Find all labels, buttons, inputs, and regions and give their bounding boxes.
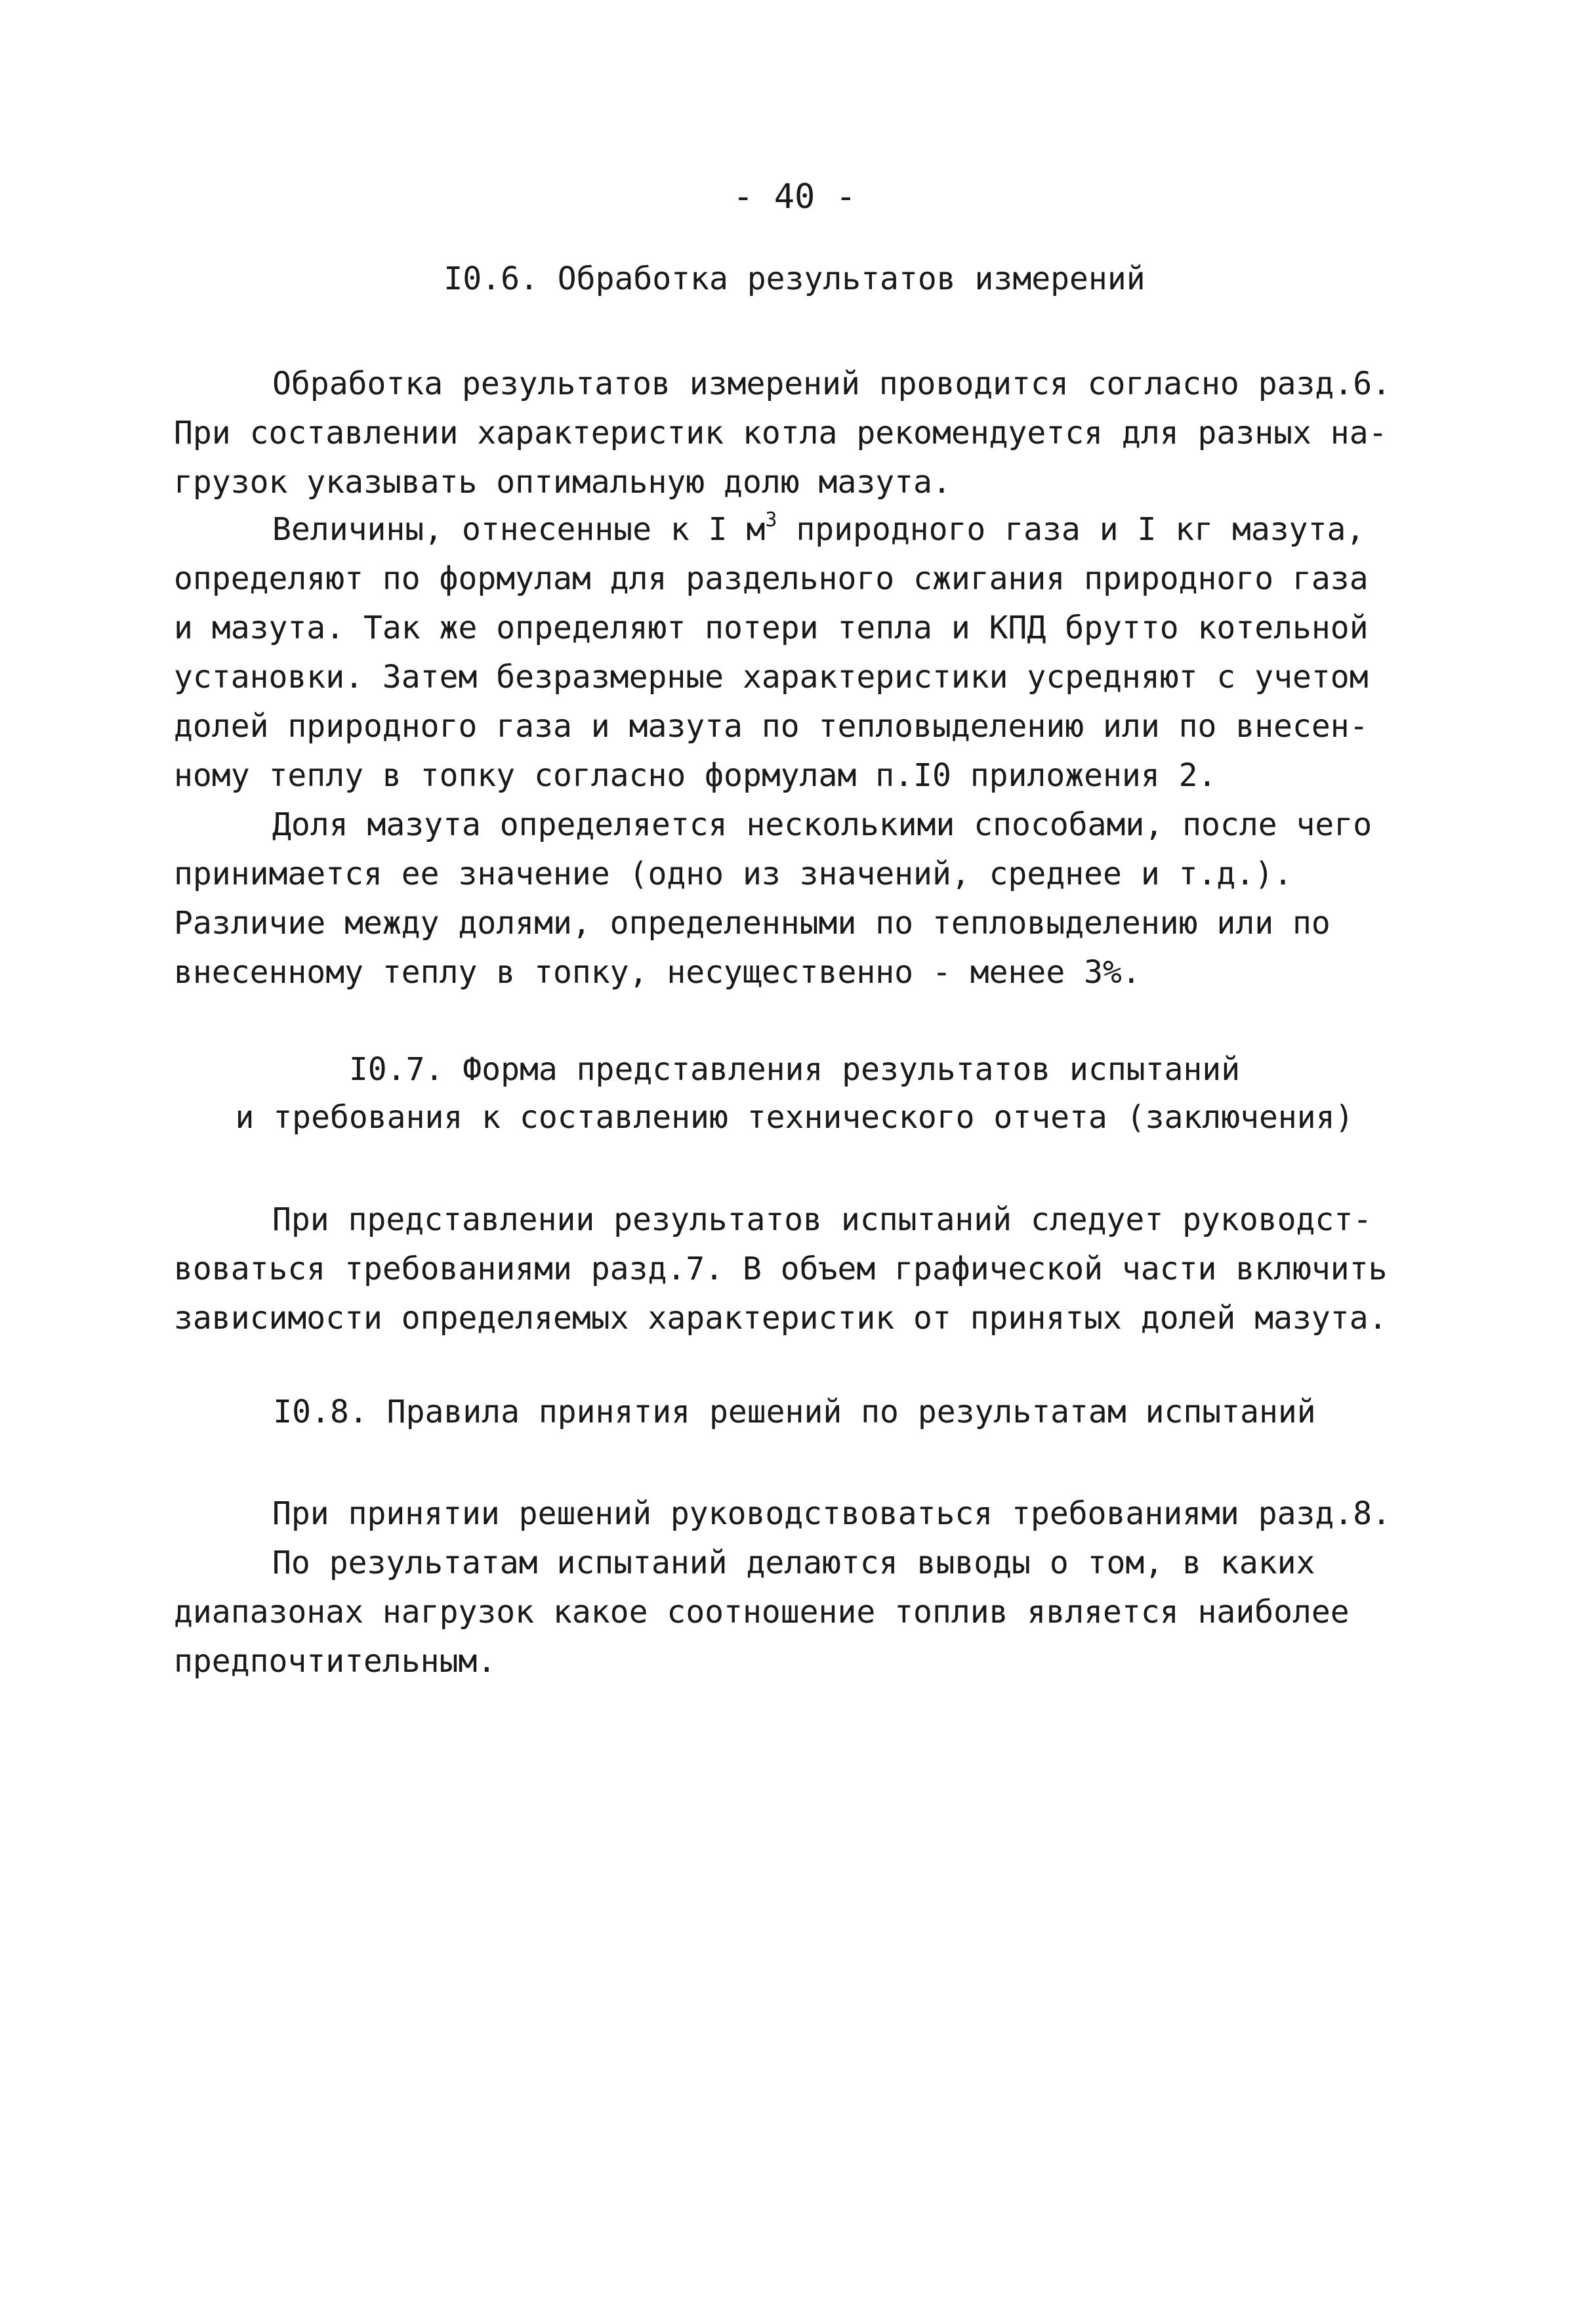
section-10-7-heading-line-2: и требования к составлению технического отчета (заключения)	[235, 1099, 1354, 1136]
section-10-7-paragraph-1	[174, 1195, 1440, 1343]
section-10-6-paragraph-2	[174, 505, 1440, 800]
text-line: диапазонах нагрузок какое соотношение топлив является наиболее	[174, 1594, 1350, 1630]
text-line: При принятии решений руководствоваться требованиями разд.8.	[272, 1495, 1392, 1532]
superscript-exponent: 3	[765, 508, 777, 531]
section-10-8-heading: I0.8. Правила принятия решений по результатам испытаний	[273, 1394, 1316, 1430]
text-line: грузок указывать оптимальную долю мазута.	[174, 464, 951, 501]
text-line: установки. Затем безразмерные характеристики усредняют с учетом	[174, 659, 1369, 695]
section-10-6-paragraph-3	[174, 800, 1440, 997]
text-fragment: Величины, отнесенные к I м	[272, 511, 766, 548]
text-line: При составлении характеристик котла рекомендуется для разных на-	[174, 415, 1388, 451]
text-line: воваться требованиями разд.7. В объем графической части включить	[174, 1251, 1388, 1287]
text-line: Обработка результатов измерений проводится согласно разд.6.	[272, 365, 1392, 402]
page-number: - 40 -	[733, 177, 856, 217]
text-line: и мазута. Так же определяют потери тепла и КПД брутто котельной	[174, 610, 1369, 646]
text-line: При представлении результатов испытаний следует руководст-	[272, 1201, 1372, 1238]
text-line: долей природного газа и мазута по тепловыделению или по внесен-	[174, 708, 1369, 745]
text-line	[174, 505, 1440, 554]
text-fragment: природного газа и I кг мазута,	[777, 511, 1365, 548]
section-10-8-paragraph-2	[174, 1539, 1440, 1686]
text-line: По результатам испытаний делаются выводы о том, в каких	[272, 1545, 1315, 1581]
section-10-6-paragraph-1	[174, 360, 1440, 507]
section-10-7-heading-line-1: I0.7. Форма представления результатов испытаний	[348, 1051, 1241, 1088]
text-line: предпочтительным.	[174, 1643, 497, 1680]
section-10-8-paragraph-1	[174, 1489, 1440, 1539]
text-line: принимается ее значение (одно из значений, среднее и т.д.).	[174, 856, 1293, 892]
text-line: определяют по формулам для раздельного сжигания природного газа	[174, 560, 1369, 597]
text-line: зависимости определяемых характеристик от принятых долей мазута.	[174, 1300, 1388, 1337]
text-line: Доля мазута определяется несколькими способами, после чего	[272, 806, 1372, 843]
text-line: внесенному теплу в топку, несущественно - менее 3%.	[174, 954, 1141, 991]
text-line: ному теплу в топку согласно формулам п.I0 приложения 2.	[174, 757, 1217, 794]
text-line: Различие между долями, определенными по тепловыделению или по	[174, 905, 1331, 942]
section-10-6-heading: I0.6. Обработка результатов измерений	[444, 260, 1145, 297]
